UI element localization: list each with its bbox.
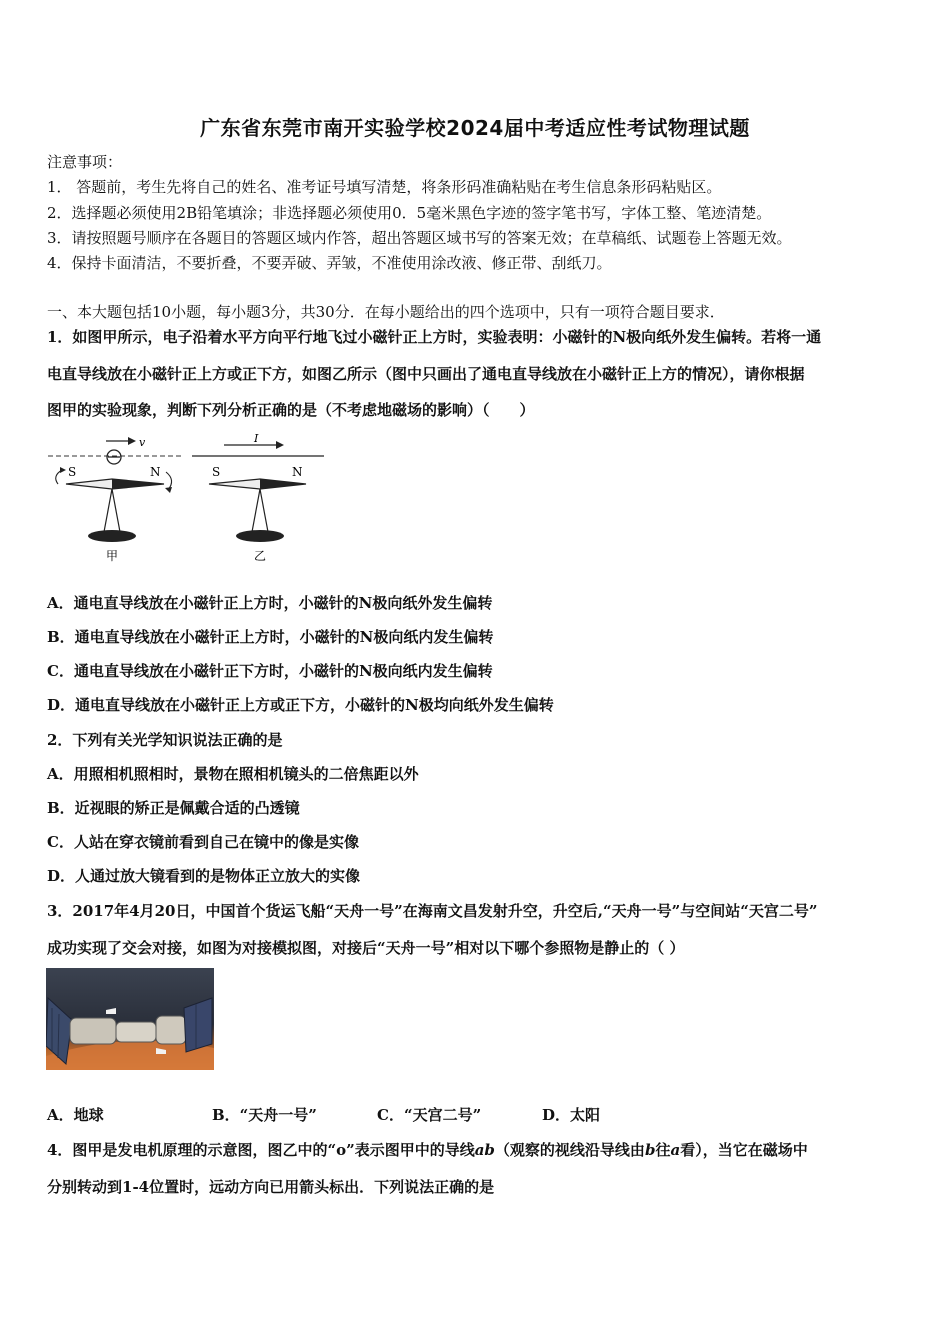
page-title: 广东省东莞市南开实验学校2024届中考适应性考试物理试题 xyxy=(200,116,750,140)
q2-option: D．人通过放大镜看到的是物体正立放大的实像 xyxy=(47,867,361,885)
section-heading: 一、本大题包括10小题，每小题3分，共30分．在每小题给出的四个选项中，只有一项符合题目要求． xyxy=(47,303,725,321)
svg-text:N: N xyxy=(292,465,303,479)
notice-item: 3．请按照题号顺序在各题目的答题区域内作答，超出答题区域书写的答案无效；在草稿纸、试题卷上答题无效。 xyxy=(47,229,792,247)
q3-stem-line: 3．2017年4月20日，中国首个货运飞船“天舟一号”在海南文昌发射升空，升空后,“天舟一号”与空间站“天宫二号” xyxy=(47,902,818,920)
q4-stem-line: 分别转动到1-4位置时，远动方向已用箭头标出．下列说法正确的是 xyxy=(47,1178,495,1196)
notice-item: 2．选择题必须使用2B铅笔填涂；非选择题必须使用0．5毫米黑色字迹的签字笔书写，字体工整、笔迹清楚。 xyxy=(47,204,772,222)
q1-stem-line: 图甲的实验现象，判断下列分析正确的是（不考虑地磁场的影响）（ ） xyxy=(47,401,535,419)
q2-option: C．人站在穿衣镜前看到自己在镜中的像是实像 xyxy=(47,833,359,851)
q3-options xyxy=(47,1105,600,1125)
svg-text:v: v xyxy=(139,436,146,449)
q3-stem-line: 成功实现了交会对接，如图为对接模拟图，对接后“天舟一号”相对以下哪个参照物是静止的（ ） xyxy=(47,939,685,957)
q2-stem: 2．下列有关光学知识说法正确的是 xyxy=(47,731,283,749)
q1-stem-line: 1．如图甲所示，电子沿着水平方向平行地飞过小磁针正上方时，实验表明：小磁针的N极向纸外发生偏转。若将一通 xyxy=(47,328,822,346)
svg-text:N: N xyxy=(150,465,161,479)
svg-text:S: S xyxy=(68,465,77,479)
notice-heading: 注意事项： xyxy=(47,153,123,171)
svg-text:甲: 甲 xyxy=(106,549,119,563)
q3-option-b: B．“天舟一号” xyxy=(212,1106,317,1124)
q3-option-c: C．“天宫二号” xyxy=(377,1106,482,1124)
q1-option: B．通电直导线放在小磁针正上方时，小磁针的N极向纸内发生偏转 xyxy=(47,628,494,646)
q4-stem-line: 4．图甲是发电机原理的示意图，图乙中的“o”表示图甲中的导线ab（观察的视线沿导线由b往a看），当它在磁场中 xyxy=(47,1141,808,1159)
figure-b xyxy=(192,432,324,563)
notice-item: 1． 答题前，考生先将自己的姓名、准考证号填写清楚，将条形码准确粘贴在考生信息条形码粘贴区。 xyxy=(47,178,722,196)
q1-option: D．通电直导线放在小磁针正上方或正下方，小磁针的N极均向纸外发生偏转 xyxy=(47,696,554,714)
q1-option: C．通电直导线放在小磁针正下方时，小磁针的N极向纸内发生偏转 xyxy=(47,662,493,680)
compass-figure xyxy=(44,432,329,567)
q1-option: A．通电直导线放在小磁针正上方时，小磁针的N极向纸外发生偏转 xyxy=(47,594,493,612)
svg-text:S: S xyxy=(212,465,221,479)
q1-stem-line: 电直导线放在小磁针正上方或正下方，如图乙所示（图中只画出了通电直导线放在小磁针正上方的情况），请你根据 xyxy=(47,365,805,383)
notice-item: 4．保持卡面清洁，不要折叠，不要弄破、弄皱，不准使用涂改液、修正带、刮纸刀。 xyxy=(47,254,612,272)
docking-image xyxy=(46,968,214,1070)
q3-option-d: D．太阳 xyxy=(542,1106,601,1124)
q2-option: A．用照相机照相时，景物在照相机镜头的二倍焦距以外 xyxy=(47,765,419,783)
q2-option: B．近视眼的矫正是佩戴合适的凸透镜 xyxy=(47,799,300,817)
svg-text:I: I xyxy=(254,432,259,445)
q3-option-a: A．地球 xyxy=(47,1106,104,1124)
svg-text:乙: 乙 xyxy=(254,549,267,563)
figure-a xyxy=(48,436,184,563)
